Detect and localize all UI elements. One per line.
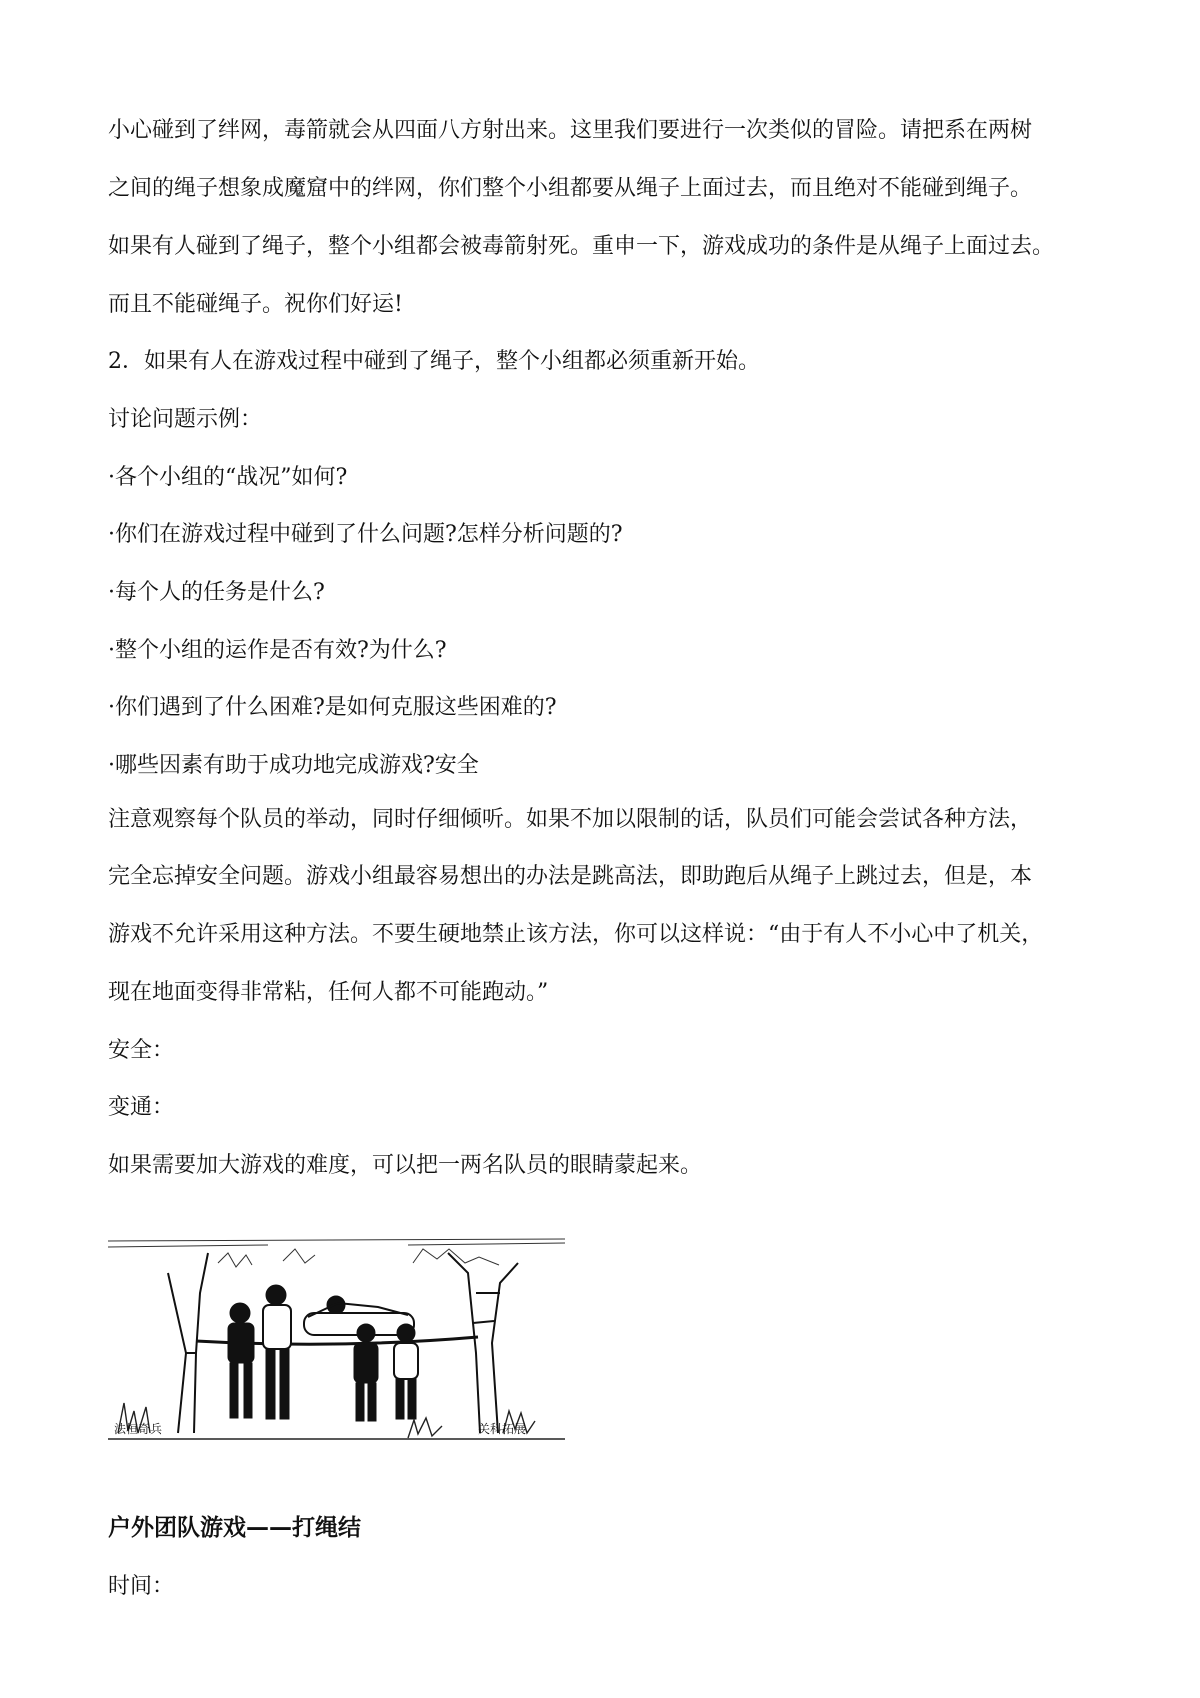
section-title: 户外团队游戏——打绳结 xyxy=(108,1515,361,1541)
time-label: 时间： xyxy=(108,1574,175,1599)
body-line: 注意观察每个队员的举动，同时仔细倾听。如果不加以限制的话，队员们可能会尝试各种方法， xyxy=(108,807,1033,832)
body-line: 小心碰到了绊网，毒箭就会从四面八方射出来。这里我们要进行一次类似的冒险。请把系在两树 xyxy=(108,118,1033,143)
body-line: 而且不能碰绳子。祝你们好运! xyxy=(108,292,403,317)
figure-caption-left: 法桓奇兵 xyxy=(114,1422,163,1436)
body-line: 游戏不允许采用这种方法。不要生硬地禁止该方法，你可以这样说：“由于有人不小心中了机关， xyxy=(108,922,1044,947)
body-line: 如果有人碰到了绳子，整个小组都会被毒箭射死。重申一下，游戏成功的条件是从绳子上面过去。 xyxy=(108,234,1055,259)
bullet-item: ·每个人的任务是什么? xyxy=(108,580,325,605)
body-line: 讨论问题示例： xyxy=(108,407,263,432)
bullet-item: ·哪些因素有助于成功地完成游戏?安全 xyxy=(108,753,479,778)
figure-caption-right: 关科拓展 xyxy=(478,1422,527,1436)
bullet-item: ·各个小组的“战况”如何? xyxy=(108,465,348,490)
body-line: 安全： xyxy=(108,1038,175,1063)
body-line: 之间的绳子想象成魔窟中的绊网，你们整个小组都要从绳子上面过去，而且绝对不能碰到绳子。 xyxy=(108,176,1033,201)
body-line: 如果需要加大游戏的难度，可以把一两名队员的眼睛蒙起来。 xyxy=(108,1153,703,1178)
bullet-item: ·你们在游戏过程中碰到了什么问题?怎样分析问题的? xyxy=(108,522,623,547)
body-line: 完全忘掉安全问题。游戏小组最容易想出的办法是跳高法，即助跑后从绳子上跳过去，但是，本 xyxy=(108,864,1033,889)
bullet-item: ·整个小组的运作是否有效?为什么? xyxy=(108,638,447,663)
body-line: 变通： xyxy=(108,1095,175,1120)
bullet-item: ·你们遇到了什么困难?是如何克服这些困难的? xyxy=(108,695,557,720)
body-line: 现在地面变得非常粘，任何人都不可能跑动。” xyxy=(108,980,549,1005)
rope-game-illustration xyxy=(108,1233,565,1445)
body-line: 2．如果有人在游戏过程中碰到了绳子，整个小组都必须重新开始。 xyxy=(108,349,760,374)
